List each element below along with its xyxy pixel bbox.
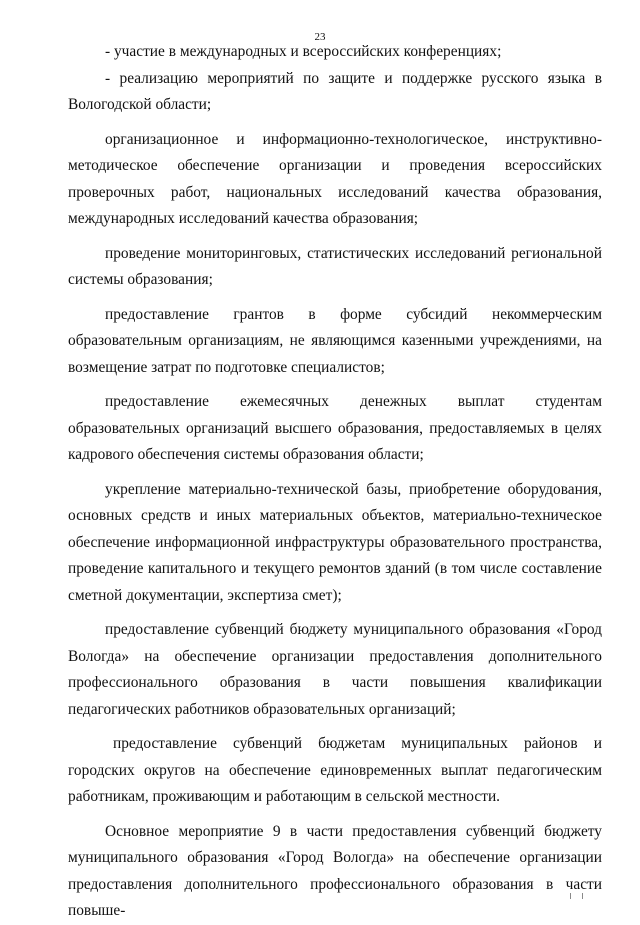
paragraph-subvention-rural: предоставление субвенций бюджетам муниципальных районов и городских округов на обеспечение единовременных выплат педагогическим работникам, проживающим и работающим в сельской местности. <box>68 735 602 805</box>
paragraph-student-payments: предоставление ежемесячных денежных выплат студентам образовательных организаций высшего образования, предоставляемых в целях кадрового обеспечения системы образования области; <box>68 393 602 463</box>
scan-artifact-mark <box>570 893 571 899</box>
paragraph-material-base: укрепление материально-технической базы, приобретение оборудования, основных средств и иных материальных объектов, материально-техническое обеспечение информационной инфраструктуры образовательного пространства, проведение капитального и текущего ремонтов зданий (в том числе составление сметной документации, экспертиза смет); <box>68 480 602 604</box>
paragraph-main-measure-9: Основное мероприятие 9 в части предоставления субвенций бюджету муниципального образования «Город Вологда» на обеспечение организации предоставления дополнительного профессионального образования в части повыше- <box>68 822 602 919</box>
paragraph-russian-language: - реализацию мероприятий по защите и поддержке русского языка в Вологодской области; <box>68 69 602 113</box>
paragraph-conferences: - участие в международных и всероссийских конференциях; <box>105 43 502 60</box>
paragraph-grants: предоставление грантов в форме субсидий некоммерческим образовательным организациям, не являющимся казенными учреждениями, на возмещение затрат по подготовке специалистов; <box>68 305 602 376</box>
paragraph-subvention-vologda: предоставление субвенций бюджету муниципального образования «Город Вологда» на обеспечение организации предоставления дополнительного профессионального образования в части повышения квалификации педагогических работников образовательных организаций; <box>68 621 602 718</box>
paragraph-methodical-support: организационное и информационно-технологическое, инструктивно-методическое обеспечение организации и проведения всероссийских проверочных работ, национальных исследований качества образования, международных исследований качества образования; <box>68 130 602 227</box>
document-body <box>68 39 602 925</box>
scan-artifact-mark <box>582 893 583 899</box>
page-number: 23 <box>314 31 326 43</box>
paragraph-monitoring: проведение мониторинговых, статистических исследований региональной системы образования; <box>68 244 602 288</box>
